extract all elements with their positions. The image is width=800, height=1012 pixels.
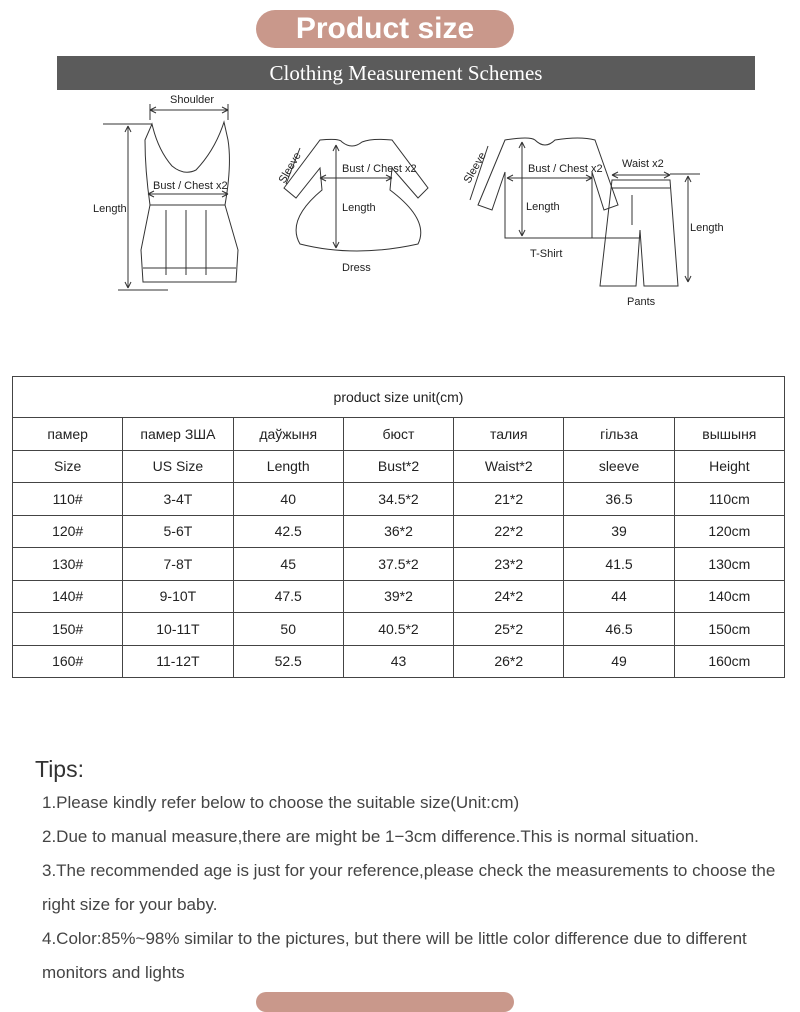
- table-cell: 40: [233, 483, 343, 516]
- label-sleeve-dress: Sleeve: [276, 150, 304, 186]
- table-cell: 34.5*2: [343, 483, 453, 516]
- table-cell: 140cm: [674, 580, 784, 613]
- table-row: [13, 483, 785, 516]
- table-cell: 160cm: [674, 645, 784, 678]
- tip-item: 1.Please kindly refer below to choose the suitable size(Unit:cm): [42, 793, 520, 812]
- table-cell: 150#: [13, 613, 123, 646]
- measurement-illustration: [0, 90, 800, 330]
- label-bust-tshirt: Bust / Chest x2: [528, 163, 603, 175]
- table-cell: 42.5: [233, 515, 343, 548]
- table-caption: product size unit(cm): [13, 377, 785, 418]
- table-cell: 49: [564, 645, 674, 678]
- label-bust-tank: Bust / Chest x2: [153, 180, 228, 192]
- table-cell: 110#: [13, 483, 123, 516]
- table-cell: 44: [564, 580, 674, 613]
- table-cell: 40.5*2: [343, 613, 453, 646]
- header-cell: sleeve: [564, 450, 674, 483]
- table-cell: 24*2: [454, 580, 564, 613]
- table-header-en: [13, 450, 785, 483]
- table-cell: 23*2: [454, 548, 564, 581]
- table-cell: 140#: [13, 580, 123, 613]
- header-cell: Bust*2: [343, 450, 453, 483]
- label-dress: Dress: [342, 262, 371, 274]
- header-cell: Length: [233, 450, 343, 483]
- table-row: [13, 645, 785, 678]
- header-cell: гільза: [564, 418, 674, 451]
- dress-shape: [284, 139, 428, 251]
- label-shoulder: Shoulder: [170, 94, 215, 106]
- label-length-dress: Length: [342, 202, 376, 214]
- table-cell: 36.5: [564, 483, 674, 516]
- table-cell: 26*2: [454, 645, 564, 678]
- tshirt-shape: [478, 138, 618, 238]
- header-cell: бюст: [343, 418, 453, 451]
- table-row: [13, 580, 785, 613]
- table-cell: 5-6T: [123, 515, 233, 548]
- label-sleeve-tshirt: Sleeve: [461, 150, 489, 186]
- table-cell: 39: [564, 515, 674, 548]
- table-cell: 41.5: [564, 548, 674, 581]
- table-header-local: [13, 418, 785, 451]
- header-cell: Height: [674, 450, 784, 483]
- header-cell: памер: [13, 418, 123, 451]
- table-caption-row: [13, 377, 785, 418]
- table-cell: 7-8T: [123, 548, 233, 581]
- table-cell: 47.5: [233, 580, 343, 613]
- table-cell: 52.5: [233, 645, 343, 678]
- table-cell: 36*2: [343, 515, 453, 548]
- product-size-header: Product size: [256, 10, 514, 48]
- table-cell: 50: [233, 613, 343, 646]
- table-row: [13, 613, 785, 646]
- tip-item: 2.Due to manual measure,there are might be 1−3cm difference.This is normal situation.: [42, 827, 699, 846]
- header-cell: Size: [13, 450, 123, 483]
- label-tshirt: T-Shirt: [530, 248, 563, 260]
- table-cell: 110cm: [674, 483, 784, 516]
- tips-title: Tips:: [35, 756, 84, 782]
- header-cell: талия: [454, 418, 564, 451]
- tips-list: [42, 786, 782, 990]
- table-cell: 3-4T: [123, 483, 233, 516]
- table-cell: 10-11T: [123, 613, 233, 646]
- tank-top-shape: [141, 122, 238, 282]
- table-cell: 120cm: [674, 515, 784, 548]
- label-length-tshirt: Length: [526, 201, 560, 213]
- tip-item: 4.Color:85%~98% similar to the pictures, but there will be little color difference due to different monitors and lights: [42, 929, 747, 982]
- header-cell: US Size: [123, 450, 233, 483]
- label-waist: Waist x2: [622, 158, 664, 170]
- size-table: [12, 376, 785, 678]
- measurement-diagram: [0, 90, 800, 330]
- table-row: [13, 548, 785, 581]
- table-cell: 22*2: [454, 515, 564, 548]
- table-cell: 21*2: [454, 483, 564, 516]
- table-cell: 120#: [13, 515, 123, 548]
- header-cell: даўжыня: [233, 418, 343, 451]
- table-cell: 46.5: [564, 613, 674, 646]
- header-cell: Waist*2: [454, 450, 564, 483]
- measurement-scheme-title: Clothing Measurement Schemes: [57, 56, 755, 90]
- bottom-section-header: [256, 992, 514, 1012]
- tip-item: 3.The recommended age is just for your reference,please check the measurements to choose the right size for your baby.: [42, 861, 776, 914]
- table-cell: 150cm: [674, 613, 784, 646]
- pants-shape: [600, 180, 678, 286]
- table-cell: 160#: [13, 645, 123, 678]
- table-cell: 39*2: [343, 580, 453, 613]
- table-cell: 130cm: [674, 548, 784, 581]
- header-cell: вышыня: [674, 418, 784, 451]
- header-cell: памер ЗША: [123, 418, 233, 451]
- table-cell: 25*2: [454, 613, 564, 646]
- table-cell: 9-10T: [123, 580, 233, 613]
- table-cell: 11-12T: [123, 645, 233, 678]
- label-length-pants: Length: [690, 222, 724, 234]
- label-length-tank: Length: [93, 203, 127, 215]
- table-cell: 45: [233, 548, 343, 581]
- table-cell: 130#: [13, 548, 123, 581]
- table-row: [13, 515, 785, 548]
- table-cell: 37.5*2: [343, 548, 453, 581]
- table-cell: 43: [343, 645, 453, 678]
- label-pants: Pants: [627, 296, 656, 308]
- label-bust-dress: Bust / Chest x2: [342, 163, 417, 175]
